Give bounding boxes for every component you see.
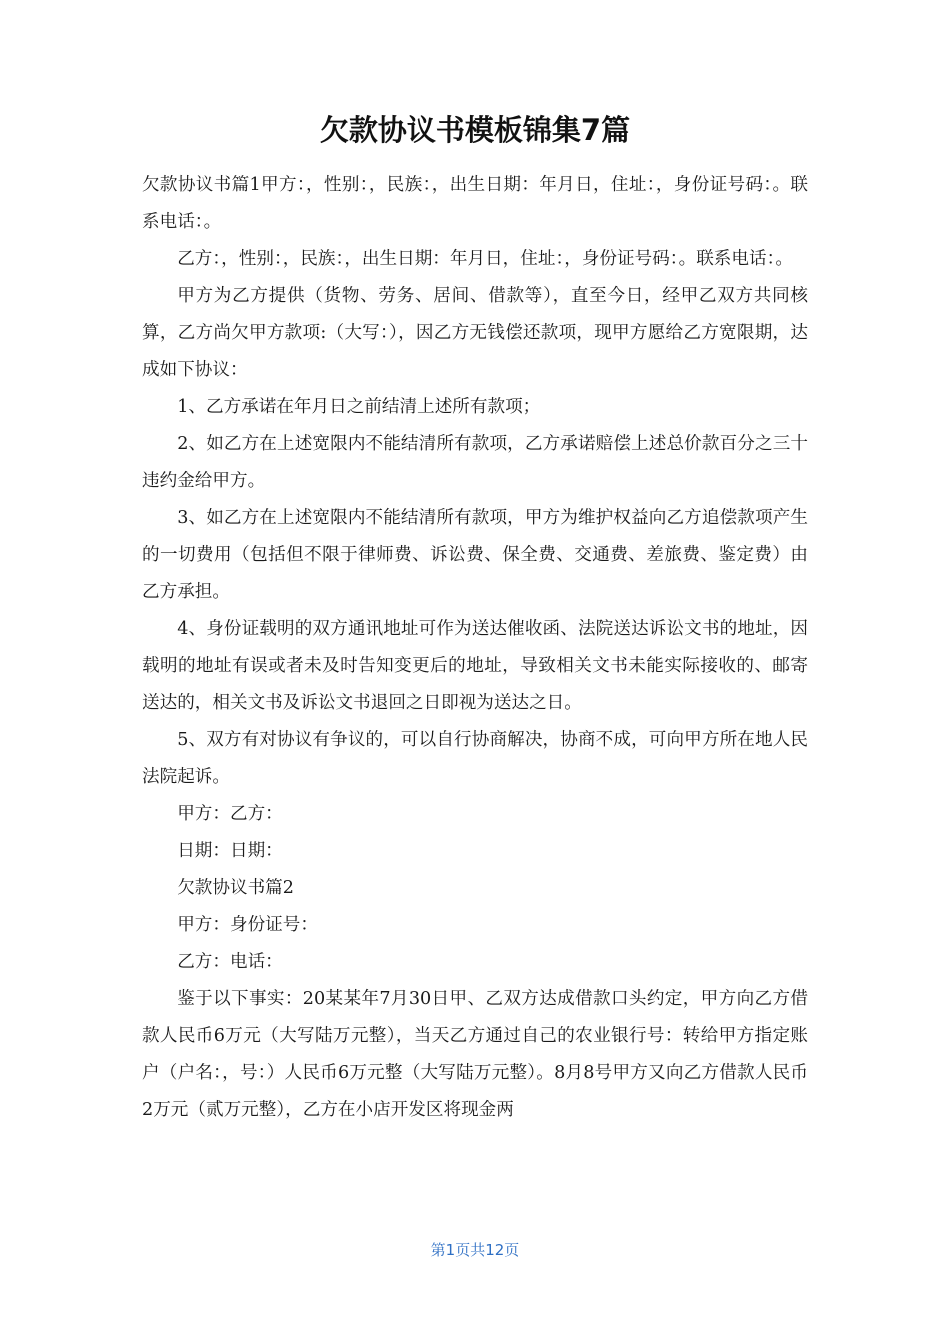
paragraph: 4、身份证载明的双方通讯地址可作为送达催收函、法院送达诉讼文书的地址，因载明的地址有误或者未及时告知变更后的地址，导致相关文书未能实际接收的、邮寄送达的，相关文书及诉讼文书退回之日即视为送达之日。 [142,619,808,713]
paragraph: 鉴于以下事实：20某某年7月30日甲、乙双方达成借款口头约定，甲方向乙方借款人民币6万元（大写陆万元整），当天乙方通过自己的农业银行号：转给甲方指定账户（户名：，号：）人民币6万元整（大写陆万元整）。8月8号甲方又向乙方借款人民币2万元（贰万元整），乙方在小店开发区将现金两 [142,989,808,1120]
document-title: 欠款协议书模板锦集7篇 [319,113,631,147]
paragraph: 甲方为乙方提供（货物、劳务、居间、借款等），直至今日，经甲乙双方共同核算，乙方尚欠甲方款项:（大写：），因乙方无钱偿还款项，现甲方愿给乙方宽限期，达成如下协议： [142,286,808,380]
paragraph: 1、乙方承诺在年月日之前结清上述所有款项； [177,397,541,417]
party-a-line: 甲方：身份证号： [177,915,318,935]
paragraph: 3、如乙方在上述宽限内不能结清所有款项，甲方为维护权益向乙方追偿款项产生的一切费用（包括但不限于律师费、诉讼费、保全费、交通费、差旅费、鉴定费）由乙方承担。 [142,508,808,602]
party-b-line: 乙方：电话： [177,952,283,972]
paragraph: 5、双方有对协议有争议的，可以自行协商解决，协商不成，可向甲方所在地人民法院起诉。 [142,730,808,787]
paragraph: 欠款协议书篇1甲方：，性别：，民族：，出生日期：年月日，住址：，身份证号码：。联系电话：。 [142,175,808,232]
page-number: 第1页共12页 [430,1241,520,1259]
signature-line: 甲方：乙方： [177,804,283,824]
section-heading: 欠款协议书篇2 [177,878,294,898]
paragraph: 乙方：，性别：，民族：，出生日期：年月日，住址：，身份证号码：。联系电话：。 [177,249,793,269]
date-line: 日期：日期： [177,841,283,861]
document-body [142,167,808,1129]
paragraph: 2、如乙方在上述宽限内不能结清所有款项，乙方承诺赔偿上述总价款百分之三十违约金给甲方。 [142,434,808,491]
